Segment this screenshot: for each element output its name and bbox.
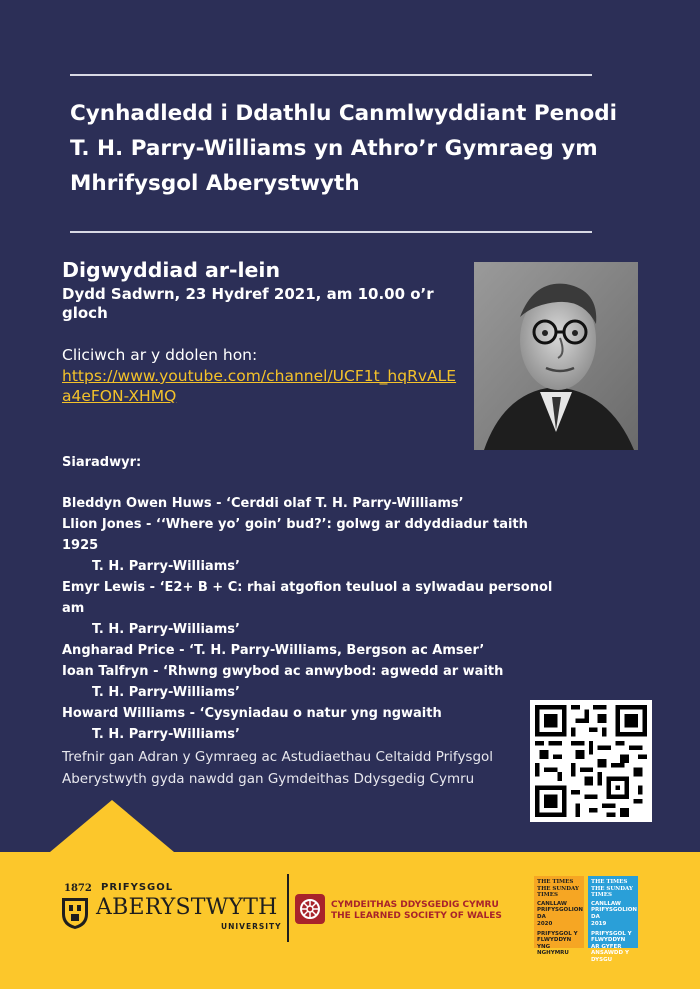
speaker-item: Ioan Talfryn - ‘Rhwng gwybod ac anwybod: agwedd ar waith T. H. Parry-Williams’ <box>62 664 504 700</box>
title-line-3: Mhrifysgol Aberystwyth <box>70 171 360 196</box>
speakers-heading: Siaradwyr: <box>62 455 142 470</box>
top-rule <box>70 74 592 76</box>
conference-title <box>70 96 630 201</box>
title-line-2: T. H. Parry-Williams yn Athro’r Gymraeg ym <box>70 136 598 161</box>
bottom-rule <box>70 231 592 233</box>
learned-society-logo-icon <box>295 894 325 924</box>
logo-divider <box>287 874 289 942</box>
title-line-1: Cynhadledd i Ddathlu Canmlwyddiant Penodi <box>70 101 618 126</box>
logo-footer <box>0 852 700 989</box>
click-label: Cliciwch ar y ddolen hon: <box>62 346 258 364</box>
youtube-link[interactable]: https://www.youtube.com/channel/UCF1t_hqRvALEa4eFON-XHMQ <box>62 367 457 405</box>
speaker-item: Bleddyn Owen Huws - ‘Cerddi olaf T. H. Parry-Williams’ <box>62 496 464 511</box>
speaker-item: Howard Williams - ‘Cysyniadau o natur yng ngwaith T. H. Parry-Williams’ <box>62 706 442 742</box>
speaker-item: Emyr Lewis - ‘E2+ B + C: rhai atgofion teuluol a sylwadau personol am T. H. Parry-Williams’ <box>62 580 553 637</box>
guide-badge-2020: THE TIMES THE SUNDAY TIMES CANLLAW PRIFYSGOLION DA 2020 PRIFYSGOL Y FLWYDDYN YNG NGHYMRU <box>534 876 584 948</box>
lsw-english-name: THE LEARNED SOCIETY OF WALES <box>331 911 502 921</box>
speaker-item: Llion Jones - ‘‘Where yo’ goin’ bud?’: golwg ar ddyddiadur taith 1925 T. H. Parry-Williams’ <box>62 517 528 574</box>
event-heading: Digwyddiad ar-lein <box>62 258 281 282</box>
aber-name: ABERYSTWYTH <box>96 895 278 920</box>
guide-badge-2019: THE TIMES THE SUNDAY TIMES CANLLAW PRIFYSGOLION DA 2019 PRIFYSGOL Y FLWYDDYN AR GYFER ANSAWDD Y DYSGU <box>588 876 638 948</box>
aber-university: UNIVERSITY <box>221 922 282 931</box>
event-datetime: Dydd Sadwrn, 23 Hydref 2021, am 10.00 o’r gloch <box>62 285 434 322</box>
aber-prefix: PRIFYSGOL <box>101 882 174 893</box>
speaker-item: Angharad Price - ‘T. H. Parry-Williams, Bergson ac Amser’ <box>62 643 485 658</box>
yellow-triangle-accent <box>50 800 174 852</box>
lsw-welsh-name: CYMDEITHAS DDYSGEDIG CYMRU <box>331 900 499 910</box>
aber-year: 1872 <box>64 883 92 894</box>
speakers-list <box>62 493 562 745</box>
portrait-photo <box>474 262 638 450</box>
organiser-text: Trefnir gan Adran y Gymraeg ac Astudiaethau Celtaidd Prifysgol Aberystwyth gyda nawdd gan Gymdeithas Ddysgedig Cymru <box>62 749 494 787</box>
aberystwyth-crest-icon <box>60 896 90 930</box>
qr-code[interactable] <box>530 700 652 822</box>
